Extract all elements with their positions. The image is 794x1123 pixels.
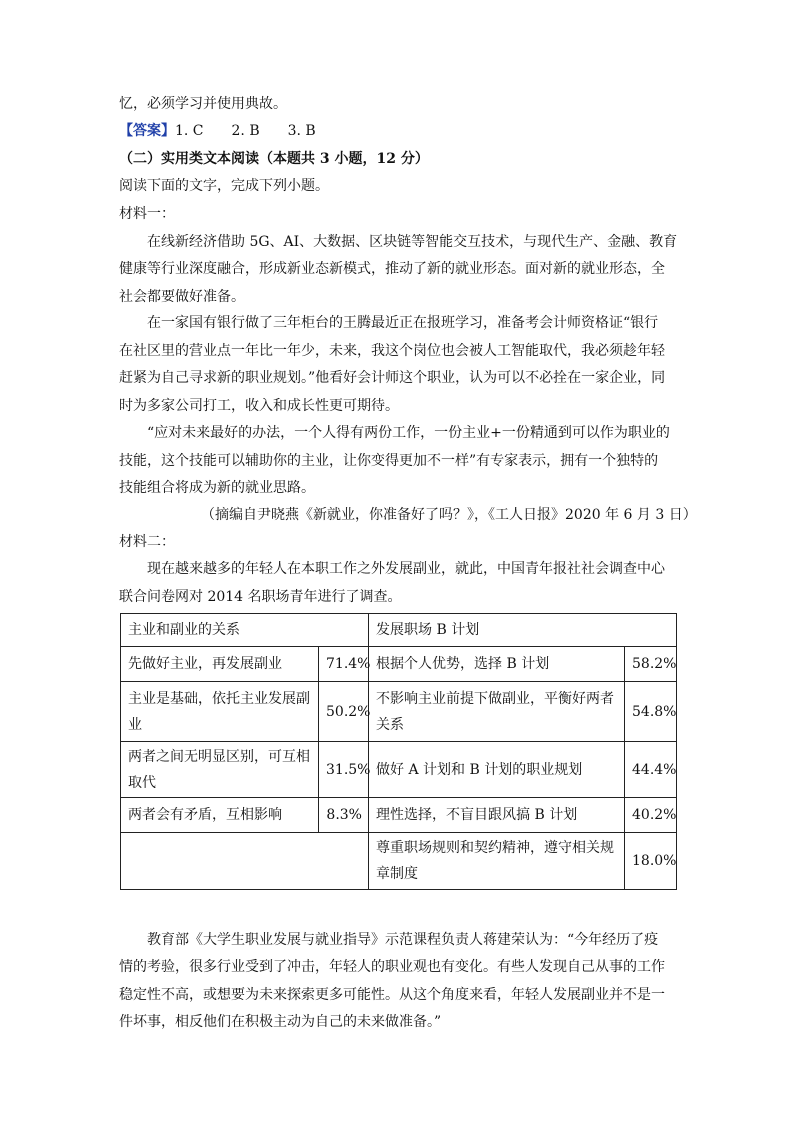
material2-after-line: 件坏事，相反他们在积极主动为自己的未来做准备。” bbox=[119, 1014, 442, 1030]
material1-label: 材料一： bbox=[119, 206, 175, 222]
material1-line: 技能组合将成为新的就业思路。 bbox=[119, 480, 315, 496]
material1-line: 健康等行业深度融合，形成新业态新模式，推动了新的就业形态。面对新的就业形态，全 bbox=[119, 261, 665, 277]
material1-source: （摘编自尹晓燕《新就业，你准备好了吗？》，《工人日报》2020 年 6 月 3 日） bbox=[201, 507, 697, 523]
table-header-row bbox=[121, 614, 677, 647]
material1-line: 赶紧为自己寻求新的职业规划。”他看好会计师这个职业，认为可以不必拴在一家企业，同 bbox=[119, 370, 666, 386]
material1-line: 社会都要做好准备。 bbox=[119, 289, 245, 305]
material1-line: 时为多家公司打工，收入和成长性更可期待。 bbox=[119, 398, 399, 414]
table-cell: 两者之间无明显区别，可互相取代 bbox=[121, 742, 319, 798]
material2-after-line: 稳定性不高，或想要为未来探索更多可能性。从这个角度来看，年轻人发展副业并不是一 bbox=[119, 987, 665, 1003]
table-percent-cell: 71.4% bbox=[319, 647, 369, 682]
material1-line: 在一家国有银行做了三年柜台的王腾最近正在报班学习，准备考会计师资格证“银行 bbox=[147, 315, 659, 331]
table-percent-cell: 54.8% bbox=[625, 682, 677, 742]
table-cell: 根据个人优势，选择 B 计划 bbox=[369, 647, 625, 682]
material2-after-line: 情的考验，很多行业受到了冲击，年轻人的职业观也有变化。有些人发现自己从事的工作 bbox=[119, 959, 665, 975]
table-percent-cell: 8.3% bbox=[319, 798, 369, 833]
table-row bbox=[121, 647, 677, 682]
table-percent-cell: 58.2% bbox=[625, 647, 677, 682]
section-instruction: 阅读下面的文字，完成下列小题。 bbox=[119, 178, 329, 194]
section-heading: （二）实用类文本阅读（本题共 3 小题，12 分） bbox=[119, 151, 429, 167]
table-cell: 不影响主业前提下做副业，平衡好两者关系 bbox=[369, 682, 625, 742]
table-row bbox=[121, 798, 677, 833]
material2-label: 材料二： bbox=[119, 534, 175, 550]
table-cell: 两者会有矛盾，互相影响 bbox=[121, 798, 319, 833]
table-percent-cell: 44.4% bbox=[625, 742, 677, 798]
answer-line bbox=[119, 121, 316, 141]
answer-text: 1. C 2. B 3. B bbox=[175, 123, 316, 139]
table-percent-cell: 50.2% bbox=[319, 682, 369, 742]
material1-line: “应对未来最好的办法，一个人得有两份工作，一份主业+一份精通到可以作为职业的 bbox=[147, 425, 670, 441]
material2-after-line: 教育部《大学生职业发展与就业指导》示范课程负责人蒋建荣认为：“今年经历了疫 bbox=[147, 932, 659, 948]
table-percent-cell: 40.2% bbox=[625, 798, 677, 833]
material1-line: 技能，这个技能可以辅助你的主业，让你变得更加不一样”有专家表示，拥有一个独特的 bbox=[119, 453, 659, 469]
table-header-cell: 发展职场 B 计划 bbox=[369, 614, 677, 647]
table-cell: 主业是基础，依托主业发展副业 bbox=[121, 682, 319, 742]
table-row bbox=[121, 833, 677, 890]
table-row bbox=[121, 742, 677, 798]
table-percent-cell: 31.5% bbox=[319, 742, 369, 798]
table-empty-cell bbox=[121, 833, 369, 890]
table-row bbox=[121, 682, 677, 742]
table-percent-cell: 18.0% bbox=[625, 833, 677, 890]
answer-tag: 【答案】 bbox=[119, 123, 175, 139]
material1-line: 在线新经济借助 5G、AI、大数据、区块链等智能交互技术，与现代生产、金融、教育 bbox=[147, 234, 678, 250]
table-cell: 理性选择，不盲目跟风搞 B 计划 bbox=[369, 798, 625, 833]
continuation-text: 忆，必须学习并使用典故。 bbox=[119, 96, 287, 112]
material1-line: 在社区里的营业点一年比一年少，未来，我这个岗位也会被人工智能取代，我必须趁年轻 bbox=[119, 343, 665, 359]
material2-line: 现在越来越多的年轻人在本职工作之外发展副业，就此，中国青年报社社会调查中心 bbox=[147, 561, 665, 577]
material2-line: 联合问卷网对 2014 名职场青年进行了调查。 bbox=[119, 589, 402, 605]
table-cell: 做好 A 计划和 B 计划的职业规划 bbox=[369, 742, 625, 798]
table-cell: 先做好主业，再发展副业 bbox=[121, 647, 319, 682]
table-header-cell: 主业和副业的关系 bbox=[121, 614, 369, 647]
survey-table bbox=[120, 613, 677, 890]
table-cell: 尊重职场规则和契约精神，遵守相关规章制度 bbox=[369, 833, 625, 890]
